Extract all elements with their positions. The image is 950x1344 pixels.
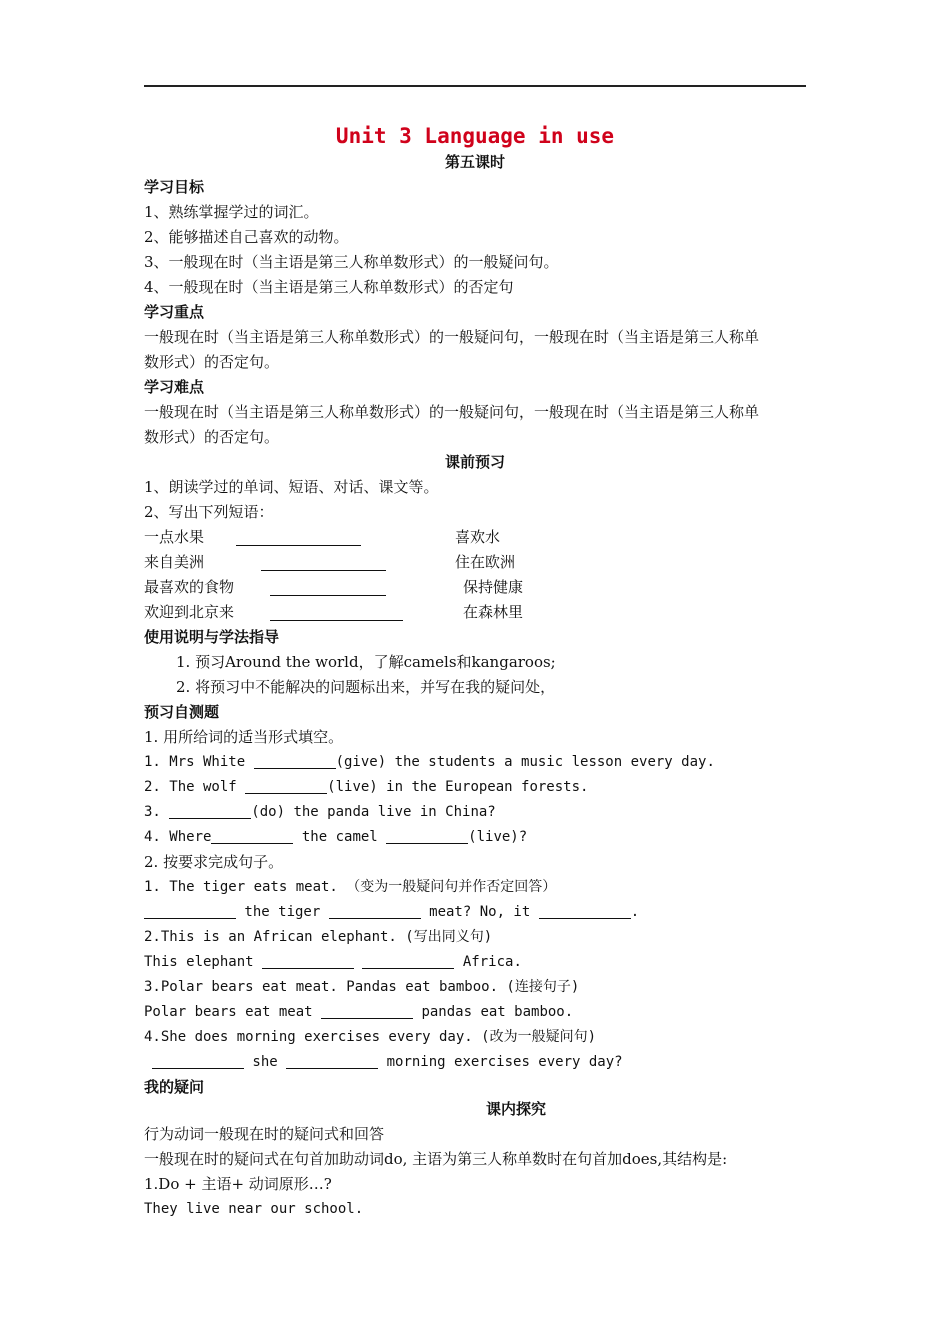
goal-item: 1、熟练掌握学过的词汇。 [144,203,319,221]
question-text: (give) the students a music lesson every day. [335,754,715,770]
sentence-task: 3.Polar bears eat meat. Pandas eat bamboo. (连接句子) [144,979,580,995]
answer-blank[interactable] [211,827,293,844]
phrase-left: 一点水果 [144,528,205,546]
question-text: 2. The wolf [144,779,246,795]
answer-text: Polar bears eat meat [144,1004,322,1020]
answer-blank[interactable] [539,902,631,919]
answer-text: morning exercises every day? [378,1054,623,1070]
goals-heading: 学习目标 [144,178,205,196]
guide-item: 1. 预习Around the world，了解camels和kangaroos; [176,653,556,671]
phrase-right: 保持健康 [463,578,524,596]
difficulties-text: 数形式）的否定句。 [144,428,280,446]
answer-blank[interactable] [321,1002,413,1019]
header-rule [144,85,806,87]
guide-item: 2. 将预习中不能解决的问题标出来，并写在我的疑问处， [176,678,556,696]
answer-blank[interactable] [152,1052,244,1069]
answer-text: meat? No, it [420,904,539,920]
preview-heading: 课前预习 [444,453,505,471]
answer-blank[interactable] [286,1052,378,1069]
answer-text: . [630,904,640,920]
sentence-answer [144,1000,824,1025]
answer-blank[interactable] [386,827,468,844]
question-text: (live)? [468,829,528,845]
question-4 [144,825,824,850]
sentence-task: 4.She does morning exercises every day. (改为一般疑问句) [144,1029,597,1045]
explore-text: 一般现在时的疑问式在句首加助动词do, 主语为第三人称单数时在句首加does,其结构是: [144,1150,728,1168]
answer-text: Africa. [454,954,522,970]
answer-blank[interactable] [261,554,386,571]
preview-item: 2、写出下列短语： [144,503,274,521]
goal-item: 2、能够描述自己喜欢的动物。 [144,228,349,246]
answer-blank[interactable] [262,952,354,969]
explore-text: 行为动词一般现在时的疑问式和回答 [144,1125,385,1143]
answer-blank[interactable] [245,777,327,794]
phrase-left: 最喜欢的食物 [144,578,235,596]
question-text: (do) the panda live in China? [251,804,496,820]
answer-blank[interactable] [144,902,236,919]
question-text: (live) in the European forests. [327,779,589,795]
difficulties-heading: 学习难点 [144,378,205,396]
difficulties-text: 一般现在时（当主语是第三人称单数形式）的一般疑问句，一般现在时（当主语是第三人称单 [144,403,760,421]
goal-item: 3、一般现在时（当主语是第三人称单数形式）的一般疑问句。 [144,253,559,271]
self-test-heading: 预习自测题 [144,703,220,721]
key-points-heading: 学习重点 [144,303,205,321]
my-questions-heading: 我的疑问 [144,1078,205,1096]
page-title: Unit 3 Language in use [335,124,615,148]
question-2 [144,775,824,800]
explore-example: They live near our school. [144,1201,364,1217]
key-points-text: 数形式）的否定句。 [144,353,280,371]
phrase-right: 住在欧洲 [455,553,516,571]
phrase-left: 欢迎到北京来 [144,603,235,621]
sentence-task: 2.This is an African elephant. (写出同义句) [144,929,493,945]
answer-text: the tiger [236,904,329,920]
preview-item: 1、朗读学过的单词、短语、对话、课文等。 [144,478,439,496]
question-1 [144,750,824,775]
self-test-part: 1. 用所给词的适当形式填空。 [144,728,344,746]
sentence-answer [144,950,824,975]
answer-blank[interactable] [254,752,336,769]
lesson-subtitle: 第五课时 [444,153,505,171]
answer-blank[interactable] [329,902,421,919]
explore-text: 1.Do + 主语+ 动词原形…? [144,1175,332,1193]
question-text: 3. [144,804,170,820]
sentence-answer [152,1050,832,1075]
question-text: 1. Mrs White [144,754,254,770]
answer-blank[interactable] [362,952,454,969]
answer-text: This elephant [144,954,263,970]
key-points-text: 一般现在时（当主语是第三人称单数形式）的一般疑问句，一般现在时（当主语是第三人称单 [144,328,760,346]
sentence-answer [144,900,824,925]
answer-blank[interactable] [236,529,361,546]
question-text: the camel [293,829,387,845]
phrase-left: 来自美洲 [144,553,205,571]
phrase-right: 在森林里 [463,603,524,621]
self-test-part: 2. 按要求完成句子。 [144,853,284,871]
goal-item: 4、一般现在时（当主语是第三人称单数形式）的否定句 [144,278,514,296]
question-3 [144,800,824,825]
phrase-right: 喜欢水 [455,528,501,546]
question-text: 4. Where [144,829,212,845]
answer-blank[interactable] [270,579,386,596]
sentence-task: 1. The tiger eats meat. （变为一般疑问句并作否定回答） [144,879,557,895]
answer-text: she [244,1054,287,1070]
answer-text: pandas eat bamboo. [413,1004,574,1020]
answer-blank[interactable] [169,802,251,819]
answer-blank[interactable] [270,604,403,621]
guide-heading: 使用说明与学法指导 [144,628,280,646]
explore-heading: 课内探究 [486,1100,547,1118]
